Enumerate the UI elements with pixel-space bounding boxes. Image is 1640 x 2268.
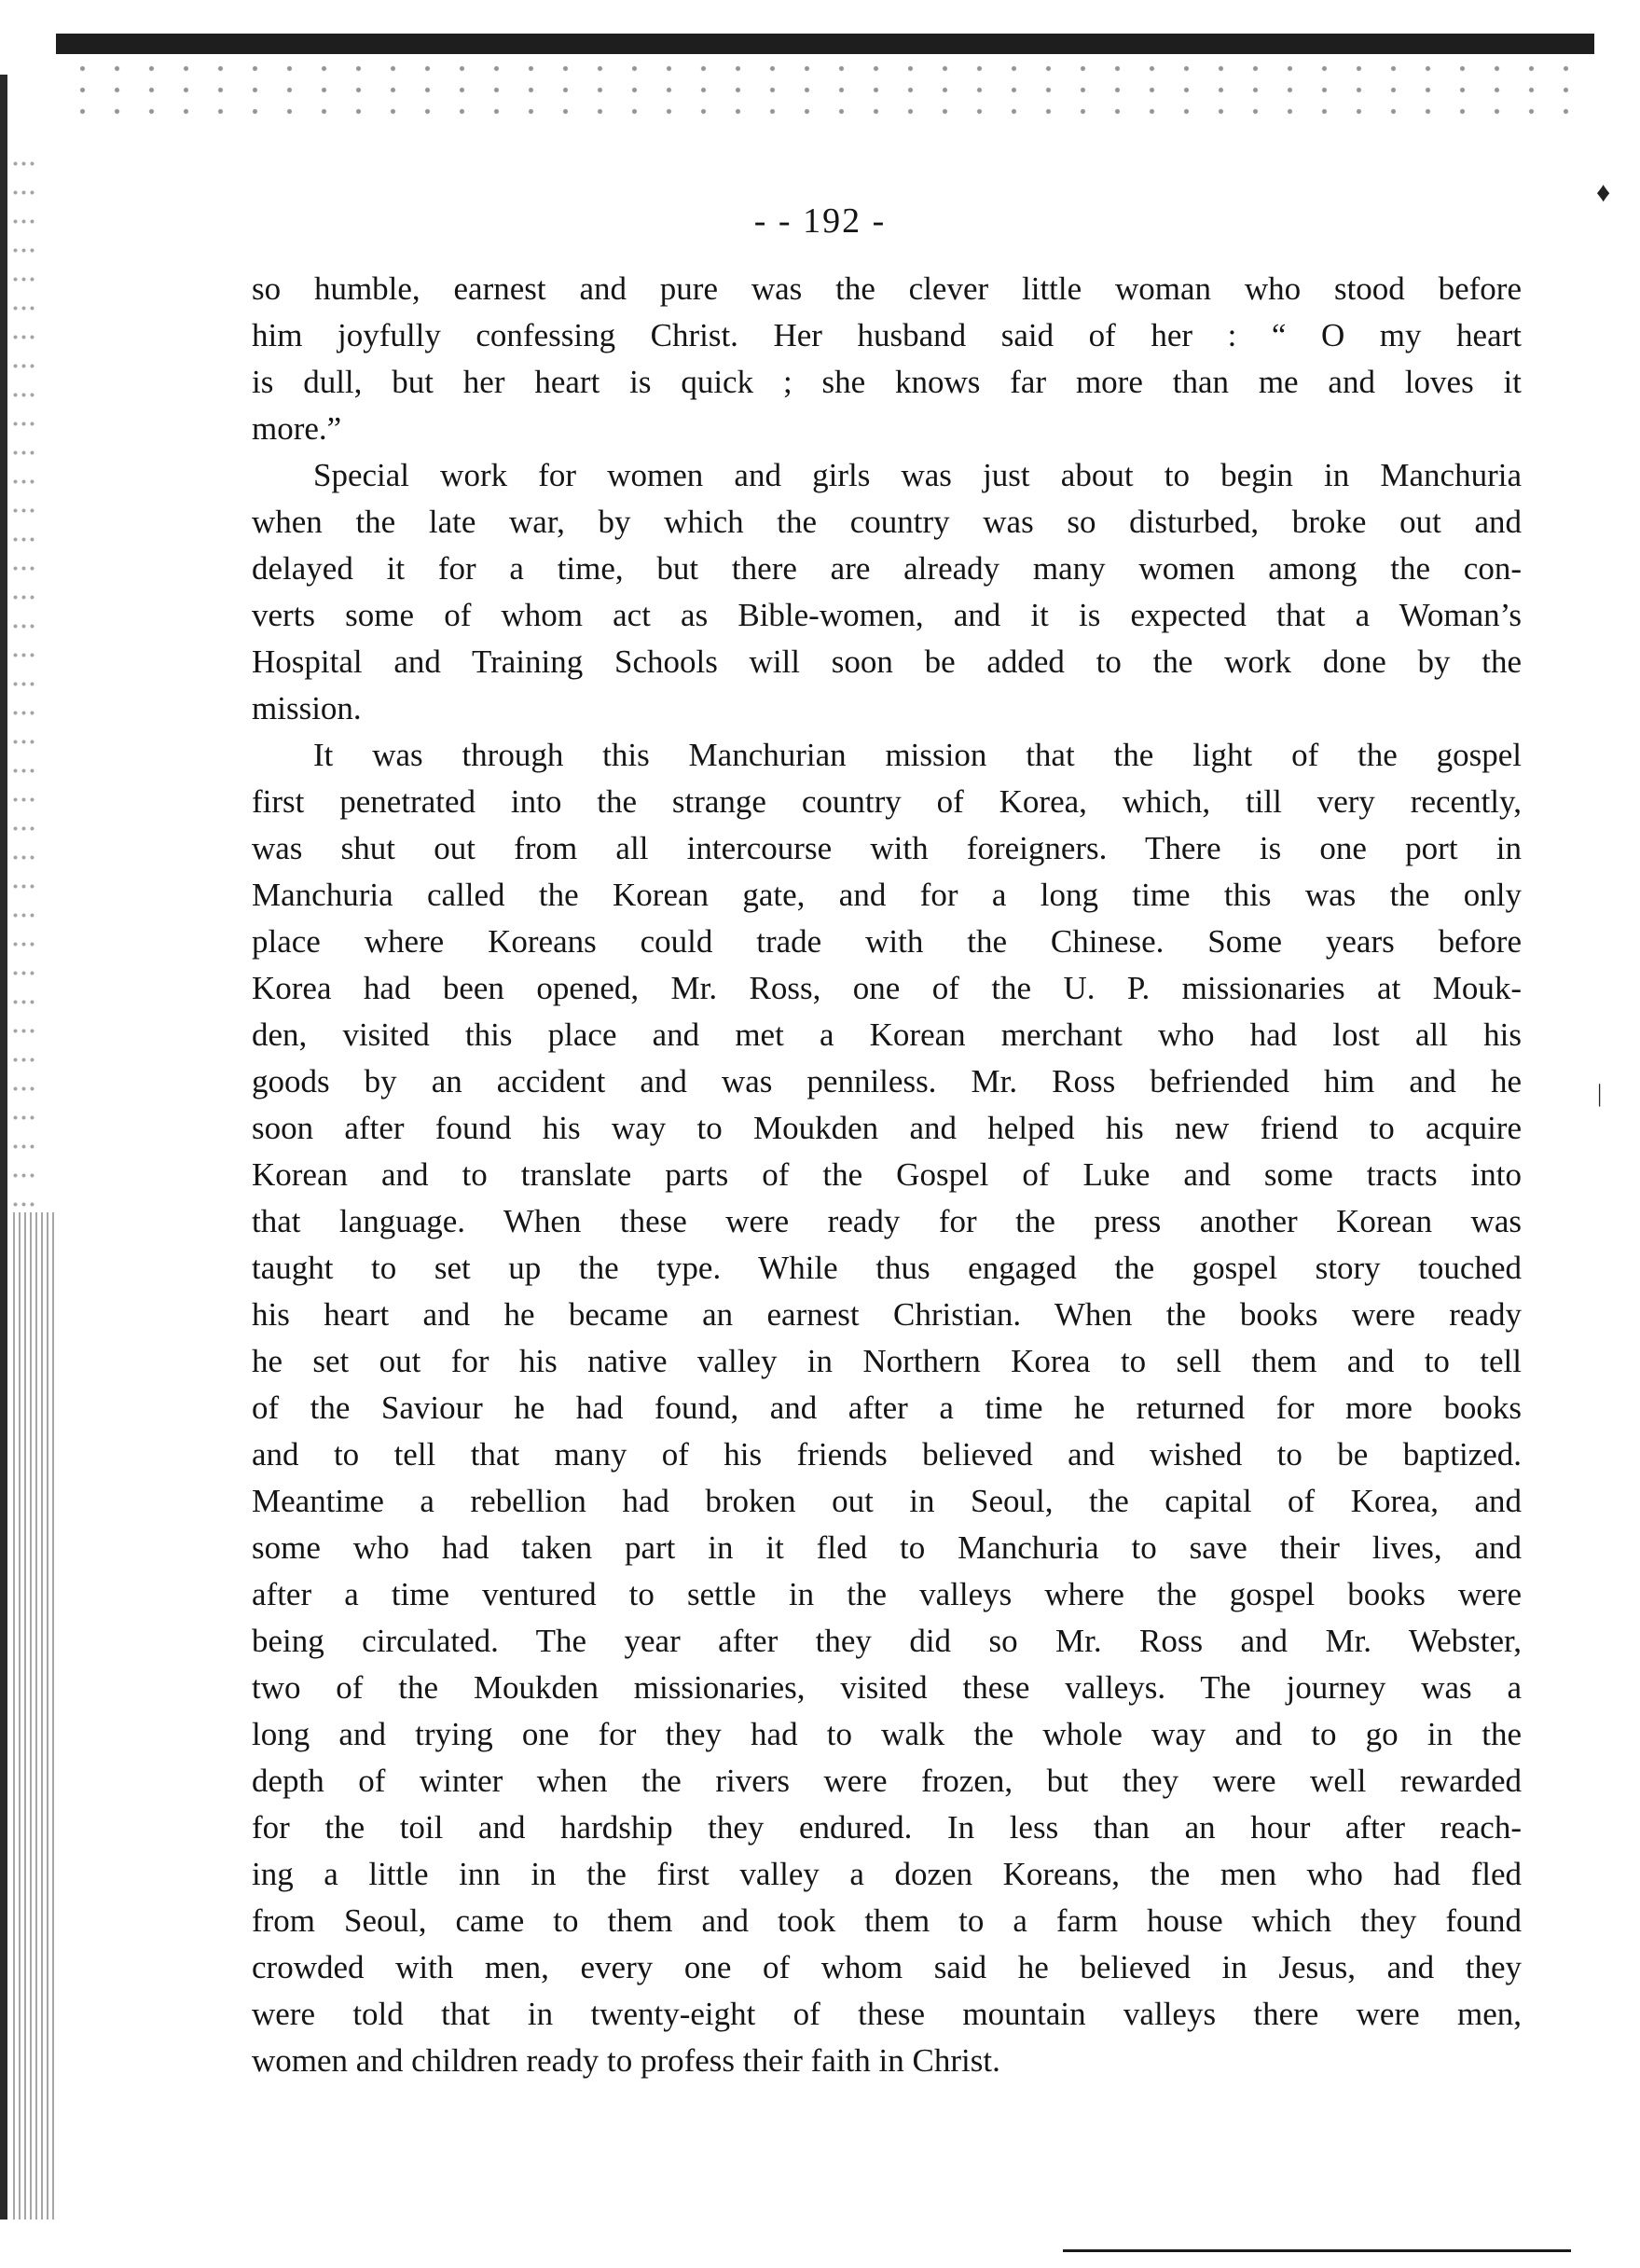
text-line: women and children ready to profess their faith in Christ. — [252, 2042, 1000, 2079]
text-line: after a time ventured to settle in the valleys where the gospel books were — [252, 1576, 1522, 1612]
text-line: and to tell that many of his friends believed and wished to be baptized. — [252, 1436, 1522, 1473]
text-line: that language. When these were ready for the press another Korean was — [252, 1203, 1522, 1239]
text-line: Manchuria called the Korean gate, and for a long time this was the only — [252, 877, 1522, 913]
text-line: goods by an accident and was penniless. Mr. Ross befriended him and he — [252, 1063, 1522, 1099]
margin-mark-right: | — [1597, 1080, 1603, 1107]
scan-noise-left — [11, 149, 35, 1212]
text-line: two of the Moukden missionaries, visited these valleys. The journey was a — [252, 1669, 1522, 1706]
text-line: were told that in twenty-eight of these mountain valleys there were men, — [252, 1996, 1522, 2032]
text-line: Korean and to translate parts of the Gospel of Luke and some tracts into — [252, 1156, 1522, 1193]
paragraph — [252, 452, 1522, 732]
text-line: delayed it for a time, but there are already many women among the con- — [252, 550, 1522, 587]
text-line: some who had taken part in it fled to Manchuria to save their lives, and — [252, 1529, 1522, 1566]
text-line: was shut out from all intercourse with foreigners. There is one port in — [252, 830, 1522, 866]
scan-noise-top — [65, 58, 1594, 123]
text-line: him joyfully confessing Christ. Her husband said of her : “ O my heart — [252, 317, 1522, 353]
scan-border-bottom — [1063, 2249, 1571, 2252]
text-line: den, visited this place and met a Korean merchant who had lost all his — [252, 1016, 1522, 1053]
text-line: ing a little inn in the first valley a dozen Koreans, the men who had fled — [252, 1856, 1522, 1892]
text-line: Special work for women and girls was just about to begin in Manchuria — [313, 457, 1522, 493]
text-line: he set out for his native valley in Northern Korea to sell them and to tell — [252, 1343, 1522, 1379]
text-line: mission. — [252, 690, 362, 726]
text-line: crowded with men, every one of whom said he believed in Jesus, and they — [252, 1949, 1522, 1985]
text-line: Hospital and Training Schools will soon be added to the work done by the — [252, 643, 1522, 680]
text-line: when the late war, by which the country was so disturbed, broke out and — [252, 504, 1522, 540]
text-line: place where Koreans could trade with the Chinese. Some years before — [252, 923, 1522, 960]
page-number: - - 192 - — [753, 201, 887, 241]
text-line: depth of winter when the rivers were frozen, but they were well rewarded — [252, 1763, 1522, 1799]
text-line: from Seoul, came to them and took them to a farm house which they found — [252, 1902, 1522, 1939]
paragraph — [252, 266, 1522, 452]
text-line: long and trying one for they had to walk the whole way and to go in the — [252, 1716, 1522, 1752]
text-line: It was through this Manchurian mission that the light of the gospel — [313, 737, 1522, 773]
scan-border-top — [56, 34, 1594, 54]
text-line: being circulated. The year after they did so Mr. Ross and Mr. Webster, — [252, 1623, 1522, 1659]
text-line: taught to set up the type. While thus engaged the gospel story touched — [252, 1250, 1522, 1286]
page-body — [252, 266, 1522, 2084]
text-line: so humble, earnest and pure was the clever little woman who stood before — [252, 270, 1522, 307]
scan-border-left — [0, 75, 7, 2220]
text-line: more.” — [252, 410, 342, 447]
text-line: Meantime a rebellion had broken out in Seoul, the capital of Korea, and — [252, 1483, 1522, 1519]
paragraph — [252, 732, 1522, 2084]
text-line: verts some of whom act as Bible-women, and it is expected that a Woman’s — [252, 597, 1522, 633]
scan-binding-edge — [13, 1212, 54, 2220]
margin-mark-top-right: ♦ — [1596, 177, 1611, 208]
text-line: first penetrated into the strange country of Korea, which, till very recently, — [252, 783, 1522, 820]
text-line: soon after found his way to Moukden and helped his new friend to acquire — [252, 1110, 1522, 1146]
text-line: is dull, but her heart is quick ; she knows far more than me and loves it — [252, 364, 1522, 400]
text-line: of the Saviour he had found, and after a time he returned for more books — [252, 1390, 1522, 1426]
text-line: Korea had been opened, Mr. Ross, one of the U. P. missionaries at Mouk- — [252, 970, 1522, 1006]
text-line: for the toil and hardship they endured. In less than an hour after reach- — [252, 1809, 1522, 1846]
text-line: his heart and he became an earnest Christian. When the books were ready — [252, 1296, 1522, 1333]
